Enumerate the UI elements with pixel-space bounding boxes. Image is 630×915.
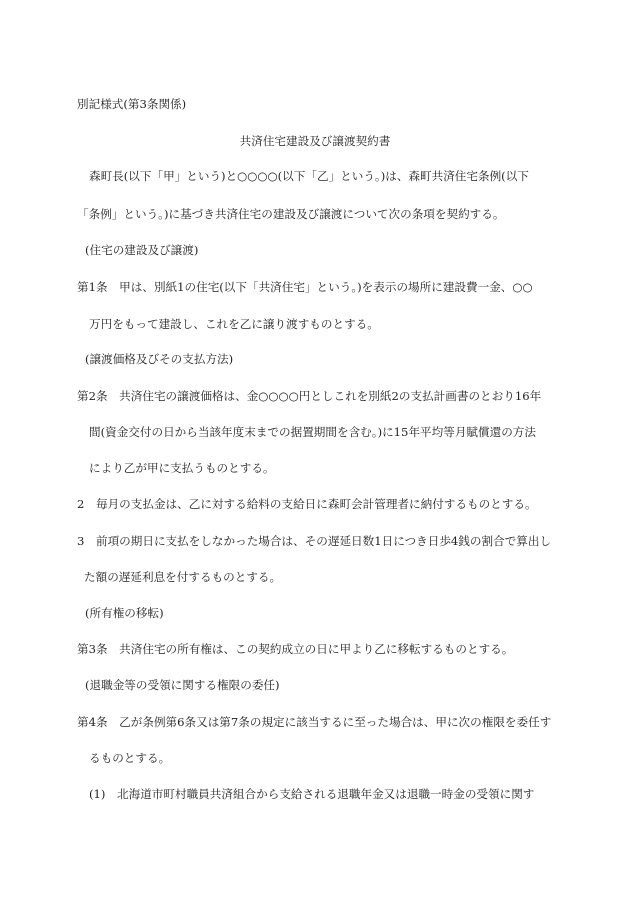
article-4-item-1: (1) 北海道市町村職員共済組合から支給される退職年金又は退職一時金の受領に関す (89, 787, 535, 801)
article-2-para-3-line-2: た額の遅延利息を付するものとする。 (84, 570, 282, 584)
article-4-line-1: 第4条 乙が条例第6条又は第7条の規定に該当するに至った場合は、甲に次の権限を委任す (77, 715, 552, 729)
article-2-line-2: 間(資金交付の日から当該年度末までの据置期間を含む。)に15年平均等月賦償還の方法 (89, 425, 536, 439)
article-4-line-2: るものとする。 (89, 751, 171, 765)
article-1-line-2: 万円をもって建設し、これを乙に譲り渡すものとする。 (89, 317, 379, 331)
article-2-line-3: により乙が甲に支払うものとする。 (89, 461, 275, 475)
article-2-heading: (譲渡価格及びその支払方法) (85, 352, 234, 366)
article-4-heading: (退職金等の受領に関する権限の委任) (85, 678, 280, 692)
form-label: 別記様式(第3条関係) (77, 97, 187, 111)
preamble-line-1: 森町長(以下「甲」という)と○○○○(以下「乙」という。)は、森町共済住宅条例(以下 (89, 169, 529, 183)
article-2-line-1: 第2条 共済住宅の譲渡価格は、金○○○○円としこれを別紙2の支払計画書のとおり16年 (77, 389, 542, 403)
article-1-line-1: 第1条 甲は、別紙1の住宅(以下「共済住宅」という。)を表示の場所に建設費一金、○○ (77, 280, 533, 294)
article-3-line: 第3条 共済住宅の所有権は、この契約成立の日に甲より乙に移転するものとする。 (77, 642, 514, 656)
article-2-para-3-line-1: 3 前項の期日に支払をしなかった場合は、その遅延日数1日につき日歩4銭の割合で算出し (77, 534, 552, 548)
preamble-line-2: 「条例」という。)に基づき共済住宅の建設及び譲渡について次の条項を契約する。 (77, 207, 505, 221)
article-1-heading: (住宅の建設及び譲渡) (85, 243, 199, 257)
document-title: 共済住宅建設及び譲渡契約書 (239, 134, 391, 148)
article-2-para-2: 2 毎月の支払金は、乙に対する給料の支給日に森町会計管理者に納付するものとする。 (77, 497, 537, 511)
article-3-heading: (所有権の移転) (85, 606, 164, 620)
